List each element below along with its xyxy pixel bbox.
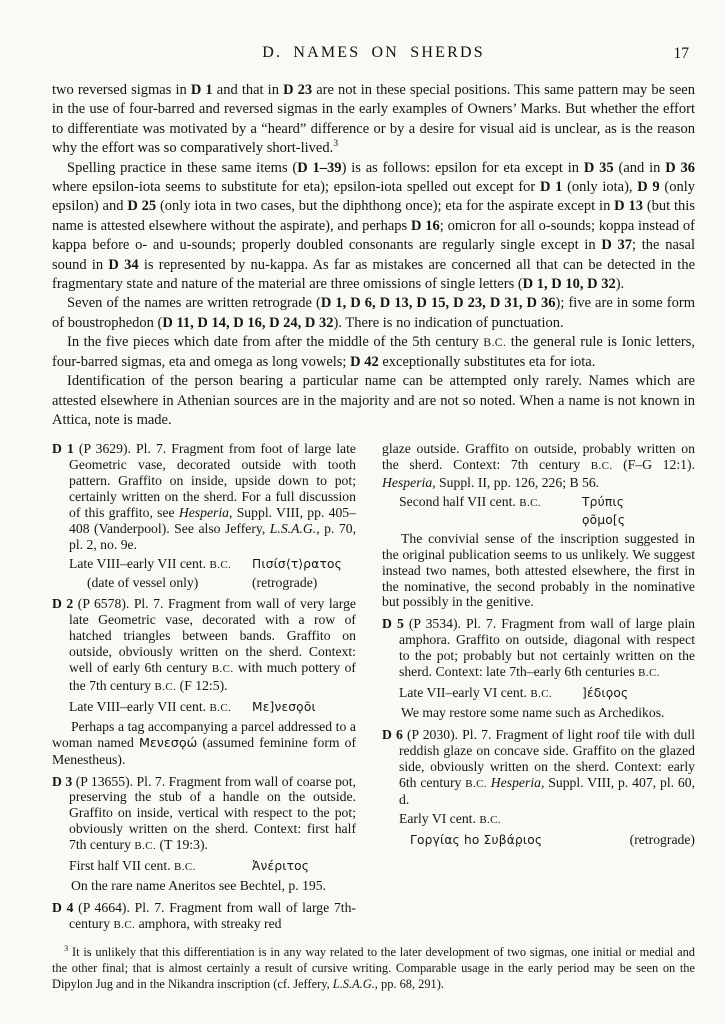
era-abbrev: B.C. — [154, 681, 177, 693]
date-label: Late VIII–early VII cent. B.C. — [69, 555, 232, 571]
intro-paragraph: Spelling practice in these same items (D 1–39) is as follows: epsilon for eta except in D 35 (and in D 36 where epsilon-iota seems to substitute for eta); epsilon-iota spelled out except for D 1 (only iota), D 9 (only epsilon) and D 25 (only iota in two cases, but the diphthong once); eta for the aspirate except in D 13 (but this name is attested elsewhere without the aspirate), and perhaps D 16; omicron for all o-sounds; koppa instead of kappa before o- and u-sounds; properly doubled consonants are regularly single except in D 37; the nasal sound in D 34 is represented by nu-kappa. As far as mistakes are concerned all that can be detected in the fragmentary state and nature of the material are three omissions of single letters (D 1, D 10, D 32). — [52, 159, 695, 293]
catalog-entry: D 5 (P 3534). Pl. 7. Fragment from wall of large plain amphora. Graffito on outside, diagonal with respect to the pot; probably but not certainly written on the sherd. Context: late 7th–early 6th centuries B.C. — [382, 616, 695, 680]
direction-note: (retrograde) — [252, 574, 318, 590]
page-header — [52, 44, 695, 66]
catalog-ref: D 36 — [665, 159, 695, 176]
date-label: Late VIII–early VII cent. B.C. — [69, 698, 232, 714]
catalog-ref: D 1–39 — [297, 159, 342, 176]
commentary-paragraph: On the rare name Aneritos see Bechtel, p. 195. — [71, 877, 327, 893]
era-abbrev: B.C. — [530, 688, 553, 700]
footnote-marker: 3 — [64, 942, 69, 953]
date-label: Early VI cent. B.C. — [399, 811, 502, 827]
intro-paragraph: two reversed sigmas in D 1 and that in D 23 are not in these special positions. This same pattern may be seen in the use of four-barred and reversed sigmas in the early examples of Owners’ Marks. But whether the effort to differentiate was motivated by a “heard” difference or by a desire for visual aid is unclear, as is the reason why the effort was so comparatively short-lived.$^3$ — [52, 82, 695, 157]
catalog-entry: D 4 (P 4664). Pl. 7. Fragment from wall of large 7th-century B.C. amphora, with streaky red — [52, 899, 356, 931]
greek-inscription: Με]νεσϙõι — [252, 699, 316, 714]
catalog-ref: D 2 — [52, 596, 74, 612]
footnote-marker: 3 — [333, 138, 339, 150]
catalog-ref: D 3 — [52, 773, 73, 789]
era-abbrev: B.C. — [174, 861, 196, 874]
catalog-ref: D 9 — [637, 179, 660, 196]
catalog-ref: D 6 — [382, 726, 403, 742]
greek-inscription: ϙõμο[ς — [582, 512, 626, 527]
era-abbrev: B.C. — [209, 701, 232, 714]
inscription-row — [69, 575, 356, 591]
greek-inscription: Γοργίας hο Συβάρ̣ιος — [410, 833, 543, 848]
date-label: (date of vessel only) — [87, 574, 199, 590]
inscription-row — [399, 811, 695, 829]
inscription-row — [399, 494, 695, 512]
catalog-ref: D 1 — [539, 179, 563, 196]
inscription-row — [399, 513, 695, 529]
catalog-ref: D 37 — [601, 237, 633, 254]
page-number: 17 — [673, 45, 689, 62]
intro-section — [52, 81, 695, 430]
era-abbrev: B.C. — [211, 663, 234, 676]
citation-italic: L.S.A.G. — [332, 976, 375, 991]
greek-inscription: Τρύπις — [582, 495, 625, 510]
intro-paragraph: Identification of the person bearing a particular name can be attempted only rarely. Names which are attested elsewhere in Athenian sources are in the majority and are not so noted. When a name is not known in Attica, note is made. — [52, 373, 695, 428]
direction-note: (retrograde) — [629, 832, 695, 848]
date-label: First half VII cent. B.C. — [69, 858, 196, 874]
catalog-ref: D 5 — [382, 616, 404, 632]
citation-italic: Hesperia — [178, 504, 230, 520]
date-label: Late VII–early VI cent. B.C. — [399, 685, 553, 700]
catalog-ref: D 11, D 14, D 16, D 24, D 32 — [162, 314, 334, 331]
era-abbrev: B.C. — [479, 814, 502, 827]
catalog-section — [52, 441, 695, 933]
date-label: Second half VII cent. B.C. — [399, 494, 541, 510]
catalog-ref: D 35 — [583, 159, 614, 176]
catalog-ref: D 34 — [108, 256, 139, 273]
page-title: D. NAMES ON SHERDS — [262, 44, 485, 61]
inscription-row — [69, 858, 356, 876]
greek-name: Μενεσϙώ — [138, 735, 198, 751]
citation-italic: Hesperia — [382, 475, 433, 491]
commentary-paragraph: The convivial sense of the inscription suggested in the original publication seems to us unlikely. We suggest instead two names, both attested elsewhere, the first in the nominative, the second probably in the nominative but possibly in the genitive. — [382, 530, 695, 610]
citation-italic: L.S.A.G. — [269, 520, 317, 536]
citation-italic: Hesperia — [490, 774, 541, 790]
column-right — [382, 441, 695, 933]
era-abbrev: B.C. — [134, 840, 157, 853]
entry-continuation: glaze outside. Graffito on outside, probably written on the sherd. Context: 7th century B.C. (F–G 12:1). Hesperia, Suppl. II, pp. 126, 226; B 56. — [382, 441, 695, 491]
era-abbrev: B.C. — [113, 918, 136, 931]
column-left — [52, 441, 356, 933]
catalog-ref: D 23 — [283, 82, 313, 98]
catalog-entry: D 3 (P 13655). Pl. 7. Fragment from wall of coarse pot, preserving the stub of a handle on the outside. Graffito on inside, vertical with respect to the pot; obviously written on the sherd. Context: first half 7th century B.C. (T 19:3). — [52, 773, 356, 853]
inscription-row — [69, 556, 356, 574]
era-abbrev: B.C. — [590, 460, 613, 473]
commentary-paragraph: We may restore some name such as Archedikos. — [401, 704, 665, 720]
catalog-ref: D 42 — [350, 353, 379, 370]
catalog-entry: D 1 (P 3629). Pl. 7. Fragment from foot of large late Geometric vase, decorated outside with tooth pattern. Graffito on inside, upside down to pot; certainly written on the sherd. For a full discussion of this graffito, see Hesperia, Suppl. VIII, pp. 405–408 (Vanderpool). See also Jeffery, L.S.A.G., p. 70, pl. 2, no. 9e. — [52, 441, 357, 552]
greek-inscription: Ἀνέριτος — [252, 859, 310, 874]
catalog-entry: D 6 (P 2030). Pl. 7. Fragment of light roof tile with dull reddish glaze on concave side. Graffito on the glazed side, obviously written on the sherd. Context: early 6th century B.C. Hesperia, Suppl. VIII, p. 407, pl. 60, d. — [382, 726, 695, 808]
catalog-entry: D 2 (P 6578). Pl. 7. Fragment from wall of very large late Geometric vase, decorated with a row of hatched triangles between bands. Graffito on outside, obviously written on the sherd. Context: well of early 6th century B.C. with much pottery of the 7th century B.C. (F 12:5). — [52, 596, 356, 693]
catalog-ref: D 1, D 10, D 32 — [522, 276, 616, 293]
intro-paragraph: Seven of the names are written retrograde (D 1, D 6, D 13, D 15, D 23, D 31, D 36); five are in some form of boustrophedon (D 11, D 14, D 16, D 24, D 32). There is no indication of punctuation. — [52, 295, 695, 331]
footnote: $^3$ It is unlikely that this differentiation is in any way related to the later development of two sigmas, one initial or medial and the other final; that is almost certainly a result of cursive writing. Comparable usage in the early period may be seen on the Dipylon Jug and in the Nikandra inscription (cf. Jeffery, L.S.A.G., pp. 68, 291). — [52, 942, 695, 991]
era-abbrev: B.C. — [638, 667, 660, 680]
catalog-ref: D 1 — [52, 441, 74, 457]
inscription-row — [382, 832, 695, 849]
greek-inscription: Πισίσ⟨τ⟩ρατος — [252, 556, 343, 571]
catalog-ref: D 16 — [411, 217, 440, 234]
catalog-ref: D 4 — [52, 899, 74, 915]
inscription-row — [69, 699, 356, 717]
era-abbrev: B.C. — [519, 497, 541, 510]
greek-inscription: ]έδιϙος — [582, 686, 629, 700]
catalog-ref: D 1 — [190, 82, 213, 98]
era-abbrev: B.C. — [483, 336, 507, 350]
intro-paragraph: In the five pieces which date from after the middle of the 5th century B.C. the general rule is Ionic letters, four-barred sigmas, eta and omega as long vowels; D 42 exceptionally substitutes eta for iota. — [52, 334, 695, 370]
era-abbrev: B.C. — [465, 777, 487, 790]
catalog-ref: D 1, D 6, D 13, D 15, D 23, D 31, D 36 — [320, 295, 556, 312]
era-abbrev: B.C. — [209, 558, 232, 571]
catalog-ref: D 25 — [127, 198, 157, 215]
inscription-row — [399, 685, 695, 703]
catalog-ref: D 13 — [614, 198, 643, 215]
commentary-paragraph: Perhaps a tag accompanying a parcel addressed to a woman named Μενεσϙώ (assumed feminine form of Menestheus). — [52, 718, 356, 767]
